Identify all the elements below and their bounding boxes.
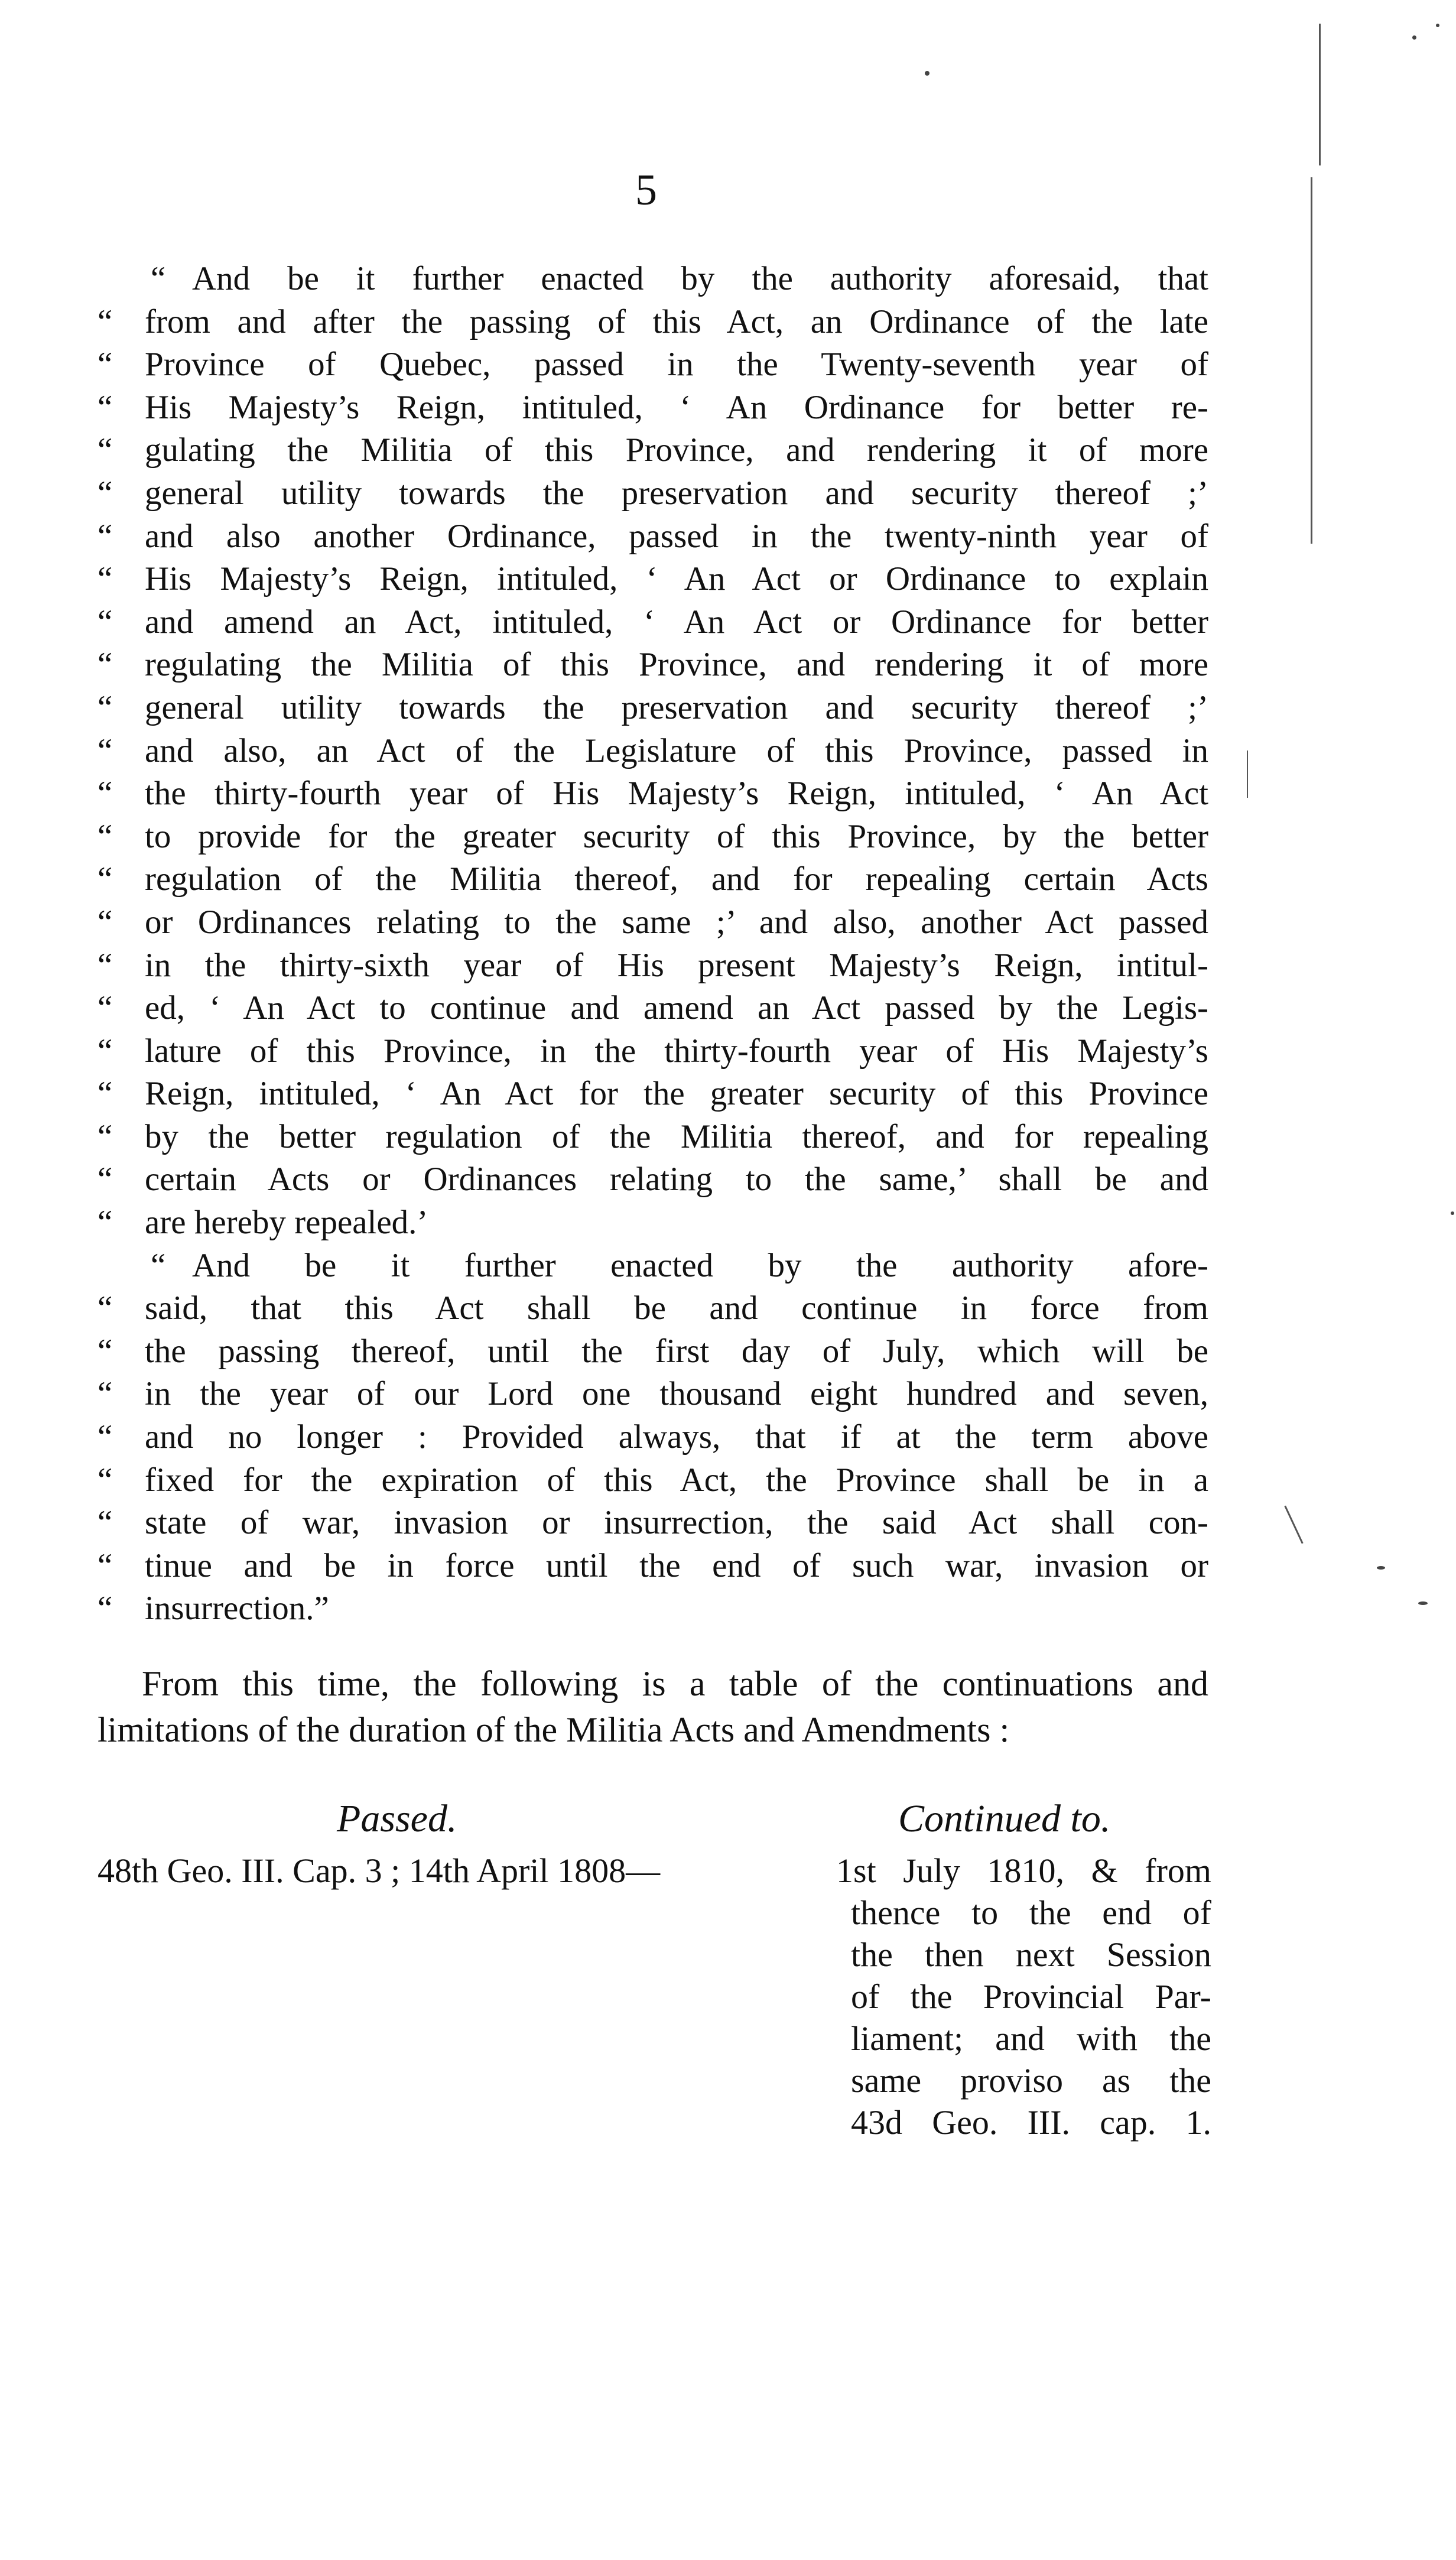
- quote-line: [98, 558, 1208, 601]
- scan-mark: [1412, 35, 1416, 40]
- quote-mark: “: [98, 560, 113, 598]
- intro-line: limitations of the duration of the Militia Acts and Amendments :: [98, 1710, 1010, 1749]
- quote-line-text: general utility towards the preservation and security thereof ;’: [145, 474, 1208, 512]
- quote-line: [98, 1459, 1208, 1502]
- quote-line: [98, 687, 1208, 730]
- quote-line: [98, 1073, 1208, 1116]
- quote-line: [98, 386, 1208, 430]
- quote-line: [98, 644, 1208, 687]
- quote-mark: “: [98, 388, 113, 426]
- quote-line-text: certain Acts or Ordinances relating to the same,’ shall be and: [145, 1161, 1208, 1198]
- quote-mark: “: [98, 1161, 113, 1198]
- table-cell-continued: [836, 1850, 1211, 2143]
- quote-line-text: said, that this Act shall be and continue in force from: [145, 1289, 1208, 1327]
- quote-line-text: the passing thereof, until the first day of July, which will be: [145, 1332, 1208, 1370]
- intro-line: From this time, the following is a table of the continuations and: [142, 1664, 1208, 1703]
- column-header-passed: Passed.: [337, 1797, 457, 1840]
- quote-mark: “: [98, 517, 113, 555]
- quote-mark: “: [98, 775, 113, 813]
- quote-line-text: and amend an Act, intituled, ‘ An Act or Ordinance for better: [145, 603, 1208, 641]
- quote-line: [98, 1245, 1208, 1288]
- quote-mark: “: [98, 1117, 113, 1155]
- column-header-continued: Continued to.: [898, 1797, 1111, 1840]
- quote-mark: “: [98, 903, 113, 941]
- quote-mark: “: [98, 1289, 113, 1327]
- quote-mark: “: [98, 474, 113, 512]
- quote-line-text: fixed for the expiration of this Act, the Province shall be in a: [145, 1461, 1208, 1499]
- quote-line-text: by the better regulation of the Militia thereof, and for repealing: [145, 1117, 1208, 1155]
- quote-line: [98, 1373, 1208, 1416]
- quote-line: [98, 730, 1208, 773]
- scan-mark: [1418, 1601, 1428, 1605]
- quote-line-text: and no longer : Provided always, that if at the term above: [145, 1418, 1208, 1456]
- quote-line: [98, 1287, 1208, 1330]
- quote-line: [98, 1158, 1208, 1201]
- quote-line-text: and also another Ordinance, passed in the twenty-ninth year of: [145, 517, 1208, 555]
- continued-line: of the Provincial Par-: [851, 1977, 1211, 2016]
- scan-mark: [1319, 24, 1321, 165]
- quote-mark: “: [151, 1246, 166, 1284]
- quote-line: [98, 343, 1208, 386]
- quote-mark: “: [98, 1332, 113, 1370]
- quote-line-text: and also, an Act of the Legislature of this Province, passed in: [145, 732, 1208, 769]
- quote-line: [98, 1416, 1208, 1459]
- quote-line: [98, 901, 1208, 944]
- quote-line: [98, 1330, 1208, 1373]
- quote-mark: “: [98, 688, 113, 726]
- quote-line-text: ed, ‘ An Act to continue and amend an Act passed by the Legis-: [145, 989, 1208, 1027]
- quote-line-text: tinue and be in force until the end of such war, invasion or: [145, 1547, 1208, 1584]
- quote-line: [98, 1030, 1208, 1073]
- quote-line: [98, 1502, 1208, 1545]
- quote-line-text: state of war, invasion or insurrection, the said Act shall con-: [145, 1504, 1208, 1542]
- quote-mark: “: [98, 1204, 113, 1242]
- continued-line: same proviso as the: [851, 2061, 1211, 2100]
- quote-mark: “: [98, 817, 113, 855]
- quote-mark: “: [98, 603, 113, 641]
- quote-line: [98, 429, 1208, 472]
- quote-line-text: And be it further enacted by the authority aforesaid, that: [192, 260, 1208, 297]
- quote-line: [98, 601, 1208, 644]
- quote-line: [98, 258, 1208, 301]
- quote-mark: “: [98, 1547, 113, 1584]
- quote-mark: “: [98, 346, 113, 384]
- intro-paragraph: [98, 1661, 1208, 1753]
- quote-mark: “: [98, 860, 113, 898]
- quote-line-text: lature of this Province, in the thirty-fourth year of His Majesty’s: [145, 1032, 1208, 1070]
- quote-line: [98, 858, 1208, 901]
- quote-line-text: in the thirty-sixth year of His present Majesty’s Reign, intitul-: [145, 946, 1208, 984]
- quote-line-text: gulating the Militia of this Province, and rendering it of more: [145, 431, 1208, 469]
- quote-mark: “: [98, 1375, 113, 1413]
- quote-mark: “: [151, 260, 166, 297]
- table-cell-passed: 48th Geo. III. Cap. 3 ; 14th April 1808—: [98, 1851, 661, 1890]
- quote-mark: “: [98, 431, 113, 469]
- quote-mark: “: [98, 1504, 113, 1542]
- quote-line: [98, 987, 1208, 1030]
- scan-mark: [1377, 1566, 1385, 1570]
- quote-line: [98, 472, 1208, 515]
- quote-mark: “: [98, 1032, 113, 1070]
- quote-mark: “: [98, 732, 113, 769]
- quote-mark: “: [98, 646, 113, 684]
- quote-line-text: His Majesty’s Reign, intituled, ‘ An Ordinance for better re-: [145, 388, 1208, 426]
- continued-line: thence to the end of: [851, 1893, 1211, 1932]
- quote-line-text: the thirty-fourth year of His Majesty’s Reign, intituled, ‘ An Act: [145, 775, 1208, 813]
- quote-line: [98, 944, 1208, 987]
- continued-line: 1st July 1810, & from: [836, 1851, 1211, 1890]
- quote-line-text: Province of Quebec, passed in the Twenty-seventh year of: [145, 346, 1208, 384]
- quote-mark: “: [98, 1590, 113, 1627]
- scan-mark: [1284, 1506, 1303, 1544]
- quote-mark: “: [98, 303, 113, 340]
- scan-mark: [1247, 751, 1248, 798]
- scan-mark: [925, 71, 930, 76]
- quote-line: [98, 1116, 1208, 1159]
- quote-line-text: regulation of the Militia thereof, and for repealing certain Acts: [145, 860, 1208, 898]
- scan-mark: [1311, 177, 1312, 544]
- quote-line: [98, 816, 1208, 859]
- quote-line-text: regulating the Militia of this Province, and rendering it of more: [145, 646, 1208, 684]
- quote-line-text: in the year of our Lord one thousand eight hundred and seven,: [145, 1375, 1208, 1413]
- quote-line: [98, 301, 1208, 344]
- quote-line: [98, 515, 1208, 558]
- quoted-act-text: [98, 258, 1208, 1630]
- quote-line: [98, 1545, 1208, 1588]
- quote-mark: “: [98, 1418, 113, 1456]
- quote-line-text: or Ordinances relating to the same ;’ and also, another Act passed: [145, 903, 1208, 941]
- quote-mark: “: [98, 1461, 113, 1499]
- quote-line-text: from and after the passing of this Act, an Ordinance of the late: [145, 303, 1208, 340]
- quote-line: [98, 772, 1208, 816]
- scan-mark: [1451, 1211, 1454, 1215]
- continued-line: the then next Session: [851, 1935, 1211, 1974]
- page-number: 5: [635, 166, 657, 215]
- quote-line-text: general utility towards the preservation and security thereof ;’: [145, 688, 1208, 726]
- quote-line-text: to provide for the greater security of this Province, by the better: [145, 817, 1208, 855]
- scan-mark: [1436, 24, 1439, 27]
- quote-line-text: His Majesty’s Reign, intituled, ‘ An Act or Ordinance to explain: [145, 560, 1208, 598]
- quote-line-text: are hereby repealed.’: [145, 1204, 428, 1242]
- continued-line: liament; and with the: [851, 2019, 1211, 2058]
- quote-mark: “: [98, 989, 113, 1027]
- quote-mark: “: [98, 1075, 113, 1113]
- quote-line: [98, 1587, 1208, 1630]
- quote-line-text: insurrection.”: [145, 1590, 329, 1627]
- quote-mark: “: [98, 946, 113, 984]
- quote-line-text: Reign, intituled, ‘ An Act for the greater security of this Province: [145, 1075, 1208, 1113]
- continued-line: 43d Geo. III. cap. 1.: [851, 2103, 1211, 2142]
- quote-line: [98, 1201, 1208, 1245]
- quote-line-text: And be it further enacted by the authority afore-: [192, 1246, 1208, 1284]
